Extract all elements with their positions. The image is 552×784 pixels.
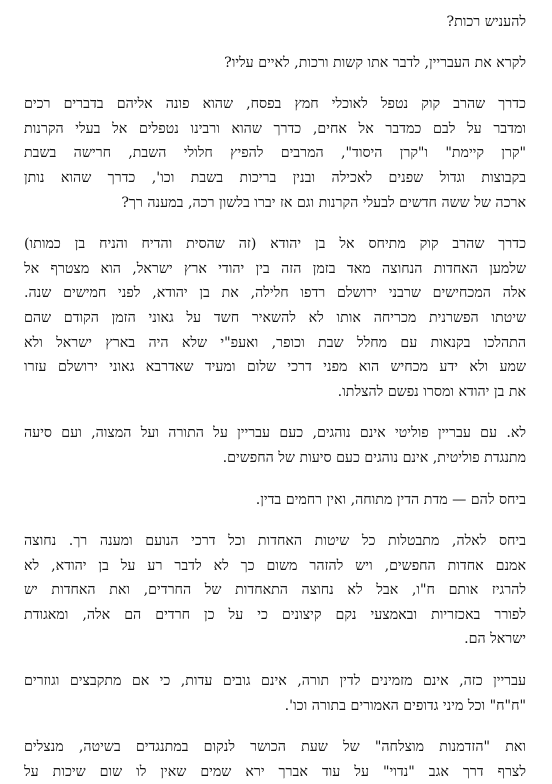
text-line: לא. עם עבריין פוליטי אינם נוהגים, כעם עבריין על התורה ועל המצוה, ועם סיעה bbox=[24, 425, 526, 442]
paragraph bbox=[24, 92, 526, 215]
paragraph bbox=[24, 51, 526, 76]
text-line: התהלכו בקנאות עם מחלל שבת וכופר, ואעפ"י שלא היה בארץ ישראל ולא bbox=[24, 334, 526, 351]
document-body bbox=[24, 51, 526, 784]
paragraph bbox=[24, 488, 526, 513]
text-line: שלמען האחדות הנחוצה מאד בזמן הזה בין יהודי ארץ ישראל, הוא מצטרף אל bbox=[24, 260, 526, 277]
paragraph bbox=[24, 232, 526, 404]
text-line: את בן יהודא ומסרו נפשם להצלתו. bbox=[337, 383, 526, 400]
text-line: ביחס להם — מדת הדין מתוחה, ואין רחמים בדין. bbox=[255, 491, 526, 508]
text-line: כדרך שהרב קוק מתיחס אל בן יהודא (זה שהסית והדיח והניח בן כמותו) bbox=[24, 236, 526, 253]
text-line: לצרף דרך אגב "נדוי" על עוד אברך ירא שמים שאין לו שום שיכות על bbox=[24, 763, 526, 780]
text-line: כדרך שהרב קוק נטפל לאוכלי חמץ בפסח, שהוא פונה אליהם בדברים רכים bbox=[24, 96, 526, 113]
text-line: שמע ולא ידע מכחיש הוא מפני דרכי שלום ומעיד שאדרבא גאוני ירושלם עזרו bbox=[24, 359, 526, 376]
text-line: לפורר באכזריות ובאמצעי נקם קיצונים כי על כן חרדים הם אלה, ומאגודת bbox=[24, 606, 526, 623]
text-line: עבריין כזה, אינם מזמינים לדין תורה, אינם גובים עדות, כי אם מתקבצים וגוזרים bbox=[24, 673, 526, 690]
text-line: ביחס לאלה, מתבטלות כל שיטות האחדות וכל דרכי הנועם ומענה רך. נחוצה bbox=[24, 533, 526, 550]
text-line: ומדבר על לבם כמדבר אל אחים, כדרך שהוא ורבינו נטפלים אל בעלי הקרנות bbox=[24, 120, 526, 137]
text-line: בקבוצות וגדול שפנים לאכילה ובנין בריכות בשבת וכו', כדרך שהוא נותן bbox=[24, 169, 526, 186]
top-line: להעניש רכות? bbox=[446, 14, 526, 30]
paragraph bbox=[24, 421, 526, 470]
paragraph bbox=[24, 735, 526, 784]
text-line: אלה המכחישים שרבני ירושלם רדפו חלילה, את בן יהודא, לפני חמישים שנה. bbox=[24, 285, 526, 302]
text-line: ארכה של ששה חדשים לבעלי הקרנות וגם אז יברו בלשון רכה, במענה רך? bbox=[121, 194, 526, 211]
text-line: לקרא את העבריין, לדבר אתו קשות ורכות, לאיים עליו? bbox=[224, 54, 526, 71]
text-line: "ח"ח" וכל מיני גדופים האמורים בתורה וכו'. bbox=[284, 697, 526, 714]
text-line: "קרן קיימת" ו"קרן היסוד", המרבים להפיץ חלולי השבת, חרישה בשבת bbox=[24, 145, 526, 162]
paragraph bbox=[24, 529, 526, 652]
text-line: ואת "הזדמנות מוצלחה" של שעת הכושר לנקום במתנגדים בשיטה, מנצלים bbox=[24, 739, 526, 756]
paragraph bbox=[24, 669, 526, 718]
text-line: אמנם אחדות החפשים, ויש להזהר משום כך לא לדבר רע על בן יהודא, לא bbox=[24, 557, 526, 574]
text-line: מתנגדת פוליטית, אינם נוהגים כעם סיעות של החפשים. bbox=[222, 449, 526, 466]
text-line: ישראל הם. bbox=[464, 631, 526, 648]
text-line: להרגיז אותם ח"ו, אבל לא נחוצה התאחדות של החרדים, ואת האחדות יש bbox=[24, 582, 526, 599]
text-line: שיטתו הפשרנית מכריחה אותו לא להשאיר חשד על גאוני הזמן הקודם שהם bbox=[24, 309, 526, 326]
